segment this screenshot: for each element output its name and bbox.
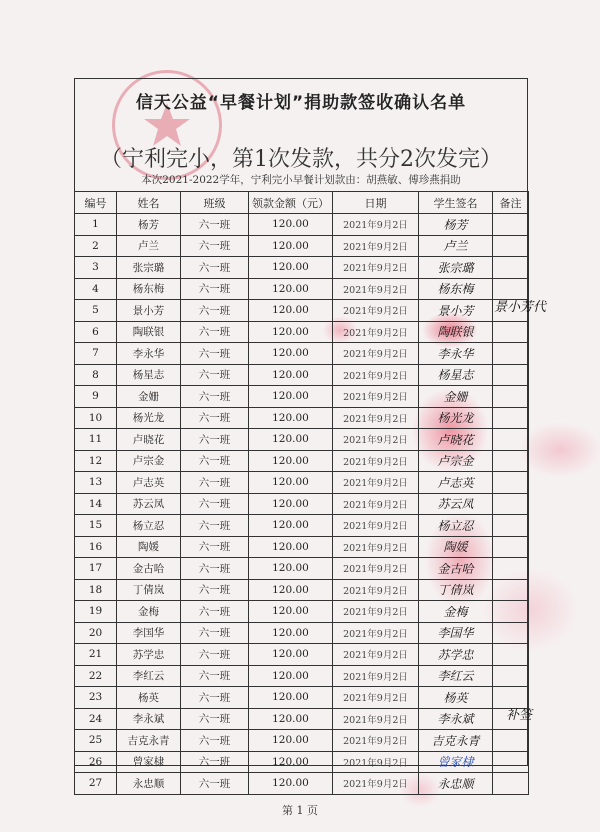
- cell-signature: 苏学忠: [419, 644, 493, 666]
- cell-no: 4: [75, 278, 117, 300]
- cell-name: 苏学忠: [117, 644, 181, 666]
- column-header-date: 日期: [333, 192, 419, 214]
- cell-remark: [493, 429, 529, 451]
- cell-name: 杨立忍: [117, 515, 181, 537]
- cell-name: 卢兰: [117, 235, 181, 257]
- cell-no: 6: [75, 321, 117, 343]
- cell-name: 金古哈: [117, 558, 181, 580]
- cell-signature: 苏云凤: [419, 493, 493, 515]
- cell-class: 六一班: [181, 235, 249, 257]
- table-row: [75, 773, 529, 795]
- cell-amount: 120.00: [249, 536, 333, 558]
- cell-signature: 金古哈: [419, 558, 493, 580]
- cell-no: 22: [75, 665, 117, 687]
- cell-class: 六一班: [181, 472, 249, 494]
- cell-date: 2021年9月2日: [333, 300, 419, 322]
- table-row: [75, 235, 529, 257]
- margin-note-row25: 补签: [506, 708, 533, 723]
- cell-amount: 120.00: [249, 687, 333, 709]
- cell-amount: 120.00: [249, 450, 333, 472]
- cell-remark: [493, 536, 529, 558]
- cell-no: 12: [75, 450, 117, 472]
- table-row: [75, 665, 529, 687]
- cell-no: 18: [75, 579, 117, 601]
- cell-name: 李永华: [117, 343, 181, 365]
- cell-signature: 金姗: [419, 386, 493, 408]
- table-row: [75, 429, 529, 451]
- cell-date: 2021年9月2日: [333, 515, 419, 537]
- cell-signature: 李永华: [419, 343, 493, 365]
- table-row: [75, 493, 529, 515]
- cell-amount: 120.00: [249, 493, 333, 515]
- cell-date: 2021年9月2日: [333, 751, 419, 773]
- cell-remark: [493, 472, 529, 494]
- cell-amount: 120.00: [249, 214, 333, 236]
- cell-date: 2021年9月2日: [333, 708, 419, 730]
- cell-no: 11: [75, 429, 117, 451]
- table-row: [75, 730, 529, 752]
- cell-no: 15: [75, 515, 117, 537]
- cell-no: 7: [75, 343, 117, 365]
- column-header-remark: 备注: [493, 192, 529, 214]
- cell-amount: 120.00: [249, 558, 333, 580]
- cell-amount: 120.00: [249, 644, 333, 666]
- cell-amount: 120.00: [249, 386, 333, 408]
- cell-no: 23: [75, 687, 117, 709]
- cell-signature: 卢兰: [419, 235, 493, 257]
- table-row: [75, 386, 529, 408]
- cell-amount: 120.00: [249, 665, 333, 687]
- cell-class: 六一班: [181, 536, 249, 558]
- column-header-amount: 领款金额（元）: [249, 192, 333, 214]
- cell-date: 2021年9月2日: [333, 278, 419, 300]
- cell-amount: 120.00: [249, 278, 333, 300]
- table-row: [75, 644, 529, 666]
- cell-amount: 120.00: [249, 751, 333, 773]
- table-row: [75, 257, 529, 279]
- cell-signature: 李永斌: [419, 708, 493, 730]
- cell-date: 2021年9月2日: [333, 472, 419, 494]
- cell-date: 2021年9月2日: [333, 407, 419, 429]
- funding-note: 本次2021-2022学年，宁利完小早餐计划款由：胡燕敏、傅珍燕捐助: [141, 174, 461, 186]
- cell-amount: 120.00: [249, 300, 333, 322]
- cell-signature: 杨光龙: [419, 407, 493, 429]
- cell-no: 1: [75, 214, 117, 236]
- cell-signature: 曾家棣: [419, 751, 493, 773]
- cell-signature: 卢晓花: [419, 429, 493, 451]
- cell-no: 24: [75, 708, 117, 730]
- cell-class: 六一班: [181, 450, 249, 472]
- cell-signature: 卢志英: [419, 472, 493, 494]
- cell-signature: 李红云: [419, 665, 493, 687]
- cell-class: 六一班: [181, 601, 249, 623]
- cell-signature: 永忠顺: [419, 773, 493, 795]
- table-row: [75, 708, 529, 730]
- cell-name: 杨英: [117, 687, 181, 709]
- cell-name: 李永斌: [117, 708, 181, 730]
- cell-remark: [493, 601, 529, 623]
- cell-date: 2021年9月2日: [333, 386, 419, 408]
- cell-date: 2021年9月2日: [333, 364, 419, 386]
- table-header: [75, 192, 529, 214]
- cell-name: 卢晓花: [117, 429, 181, 451]
- cell-amount: 120.00: [249, 601, 333, 623]
- cell-class: 六一班: [181, 343, 249, 365]
- cell-name: 曾家棣: [117, 751, 181, 773]
- cell-class: 六一班: [181, 300, 249, 322]
- cell-class: 六一班: [181, 622, 249, 644]
- column-header-class: 班级: [181, 192, 249, 214]
- cell-amount: 120.00: [249, 257, 333, 279]
- cell-date: 2021年9月2日: [333, 622, 419, 644]
- cell-amount: 120.00: [249, 515, 333, 537]
- cell-remark: [493, 644, 529, 666]
- table-row: [75, 300, 529, 322]
- cell-signature: 杨芳: [419, 214, 493, 236]
- cell-amount: 120.00: [249, 579, 333, 601]
- cell-amount: 120.00: [249, 364, 333, 386]
- cell-no: 10: [75, 407, 117, 429]
- cell-class: 六一班: [181, 493, 249, 515]
- cell-date: 2021年9月2日: [333, 257, 419, 279]
- cell-remark: [493, 579, 529, 601]
- cell-amount: 120.00: [249, 343, 333, 365]
- cell-no: 9: [75, 386, 117, 408]
- table-row: [75, 364, 529, 386]
- table-row: [75, 515, 529, 537]
- cell-name: 张宗璐: [117, 257, 181, 279]
- cell-signature: 丁倩岚: [419, 579, 493, 601]
- cell-remark: [493, 407, 529, 429]
- cell-class: 六一班: [181, 364, 249, 386]
- table-row: [75, 450, 529, 472]
- cell-name: 景小芳: [117, 300, 181, 322]
- cell-no: 19: [75, 601, 117, 623]
- cell-amount: 120.00: [249, 730, 333, 752]
- cell-signature: 杨英: [419, 687, 493, 709]
- cell-no: 21: [75, 644, 117, 666]
- cell-class: 六一班: [181, 429, 249, 451]
- cell-date: 2021年9月2日: [333, 450, 419, 472]
- cell-class: 六一班: [181, 708, 249, 730]
- column-header-name: 姓名: [117, 192, 181, 214]
- cell-name: 杨星志: [117, 364, 181, 386]
- cell-remark: [493, 730, 529, 752]
- cell-date: 2021年9月2日: [333, 558, 419, 580]
- cell-remark: [493, 493, 529, 515]
- cell-date: 2021年9月2日: [333, 687, 419, 709]
- cell-date: 2021年9月2日: [333, 536, 419, 558]
- cell-class: 六一班: [181, 687, 249, 709]
- cell-name: 杨光龙: [117, 407, 181, 429]
- table-row: [75, 536, 529, 558]
- page-subtitle: （宁利完小，第1次发款，共分2次发完）: [100, 147, 502, 172]
- cell-remark: [493, 343, 529, 365]
- cell-name: 吉克永青: [117, 730, 181, 752]
- cell-date: 2021年9月2日: [333, 343, 419, 365]
- cell-no: 14: [75, 493, 117, 515]
- table-row: [75, 622, 529, 644]
- cell-date: 2021年9月2日: [333, 644, 419, 666]
- table-row: [75, 321, 529, 343]
- cell-name: 李国华: [117, 622, 181, 644]
- table-row: [75, 472, 529, 494]
- cell-class: 六一班: [181, 278, 249, 300]
- cell-no: 20: [75, 622, 117, 644]
- cell-signature: 张宗璐: [419, 257, 493, 279]
- cell-class: 六一班: [181, 257, 249, 279]
- cell-class: 六一班: [181, 730, 249, 752]
- cell-class: 六一班: [181, 751, 249, 773]
- cell-date: 2021年9月2日: [333, 235, 419, 257]
- cell-no: 2: [75, 235, 117, 257]
- cell-signature: 李国华: [419, 622, 493, 644]
- cell-remark: [493, 214, 529, 236]
- cell-date: 2021年9月2日: [333, 493, 419, 515]
- cell-date: 2021年9月2日: [333, 773, 419, 795]
- roster-table: [74, 191, 529, 795]
- cell-date: 2021年9月2日: [333, 579, 419, 601]
- cell-name: 永忠顺: [117, 773, 181, 795]
- cell-name: 陶联银: [117, 321, 181, 343]
- cell-name: 丁倩岚: [117, 579, 181, 601]
- cell-signature: 景小芳: [419, 300, 493, 322]
- table-row: [75, 751, 529, 773]
- cell-no: 27: [75, 773, 117, 795]
- page-title: 信天公益“早餐计划”捐助款签收确认名单: [135, 93, 467, 113]
- cell-name: 杨芳: [117, 214, 181, 236]
- cell-name: 金梅: [117, 601, 181, 623]
- cell-name: 金姗: [117, 386, 181, 408]
- cell-signature: 吉克永青: [419, 730, 493, 752]
- table-row: [75, 407, 529, 429]
- cell-remark: [493, 364, 529, 386]
- cell-amount: 120.00: [249, 407, 333, 429]
- cell-no: 17: [75, 558, 117, 580]
- page-number: 第 1 页: [282, 804, 318, 817]
- cell-remark: [493, 450, 529, 472]
- cell-name: 陶媛: [117, 536, 181, 558]
- cell-remark: [493, 665, 529, 687]
- cell-name: 李红云: [117, 665, 181, 687]
- cell-no: 3: [75, 257, 117, 279]
- cell-class: 六一班: [181, 773, 249, 795]
- column-header-signature: 学生签名: [419, 192, 493, 214]
- table-row: [75, 601, 529, 623]
- table-row: [75, 579, 529, 601]
- header-row: [75, 192, 529, 214]
- cell-class: 六一班: [181, 515, 249, 537]
- cell-signature: 陶联银: [419, 321, 493, 343]
- cell-amount: 120.00: [249, 429, 333, 451]
- table-row: [75, 687, 529, 709]
- cell-date: 2021年9月2日: [333, 601, 419, 623]
- cell-name: 杨东梅: [117, 278, 181, 300]
- cell-remark: [493, 558, 529, 580]
- cell-amount: 120.00: [249, 235, 333, 257]
- cell-no: 16: [75, 536, 117, 558]
- cell-signature: 卢宗金: [419, 450, 493, 472]
- cell-date: 2021年9月2日: [333, 665, 419, 687]
- cell-class: 六一班: [181, 665, 249, 687]
- cell-class: 六一班: [181, 386, 249, 408]
- cell-remark: [493, 257, 529, 279]
- cell-remark: [493, 773, 529, 795]
- cell-name: 苏云凤: [117, 493, 181, 515]
- cell-class: 六一班: [181, 214, 249, 236]
- cell-remark: [493, 751, 529, 773]
- cell-signature: 金梅: [419, 601, 493, 623]
- column-header-no: 编号: [75, 192, 117, 214]
- cell-class: 六一班: [181, 644, 249, 666]
- cell-signature: 陶媛: [419, 536, 493, 558]
- cell-amount: 120.00: [249, 708, 333, 730]
- cell-remark: [493, 515, 529, 537]
- cell-date: 2021年9月2日: [333, 730, 419, 752]
- cell-signature: 杨星志: [419, 364, 493, 386]
- cell-signature: 杨东梅: [419, 278, 493, 300]
- cell-remark: [493, 235, 529, 257]
- cell-remark: [493, 622, 529, 644]
- cell-date: 2021年9月2日: [333, 429, 419, 451]
- cell-no: 8: [75, 364, 117, 386]
- cell-class: 六一班: [181, 558, 249, 580]
- table-row: [75, 278, 529, 300]
- cell-no: 5: [75, 300, 117, 322]
- cell-amount: 120.00: [249, 622, 333, 644]
- cell-no: 25: [75, 730, 117, 752]
- cell-amount: 120.00: [249, 472, 333, 494]
- margin-note-row5: 景小芳代: [494, 300, 547, 315]
- table-row: [75, 343, 529, 365]
- cell-class: 六一班: [181, 579, 249, 601]
- table-row: [75, 558, 529, 580]
- cell-no: 13: [75, 472, 117, 494]
- cell-name: 卢志英: [117, 472, 181, 494]
- cell-amount: 120.00: [249, 773, 333, 795]
- cell-remark: [493, 386, 529, 408]
- cell-class: 六一班: [181, 321, 249, 343]
- table-body: [75, 214, 529, 795]
- cell-remark: [493, 321, 529, 343]
- cell-no: 26: [75, 751, 117, 773]
- cell-amount: 120.00: [249, 321, 333, 343]
- cell-signature: 杨立忍: [419, 515, 493, 537]
- cell-class: 六一班: [181, 407, 249, 429]
- cell-date: 2021年9月2日: [333, 214, 419, 236]
- table-row: [75, 214, 529, 236]
- cell-name: 卢宗金: [117, 450, 181, 472]
- cell-date: 2021年9月2日: [333, 321, 419, 343]
